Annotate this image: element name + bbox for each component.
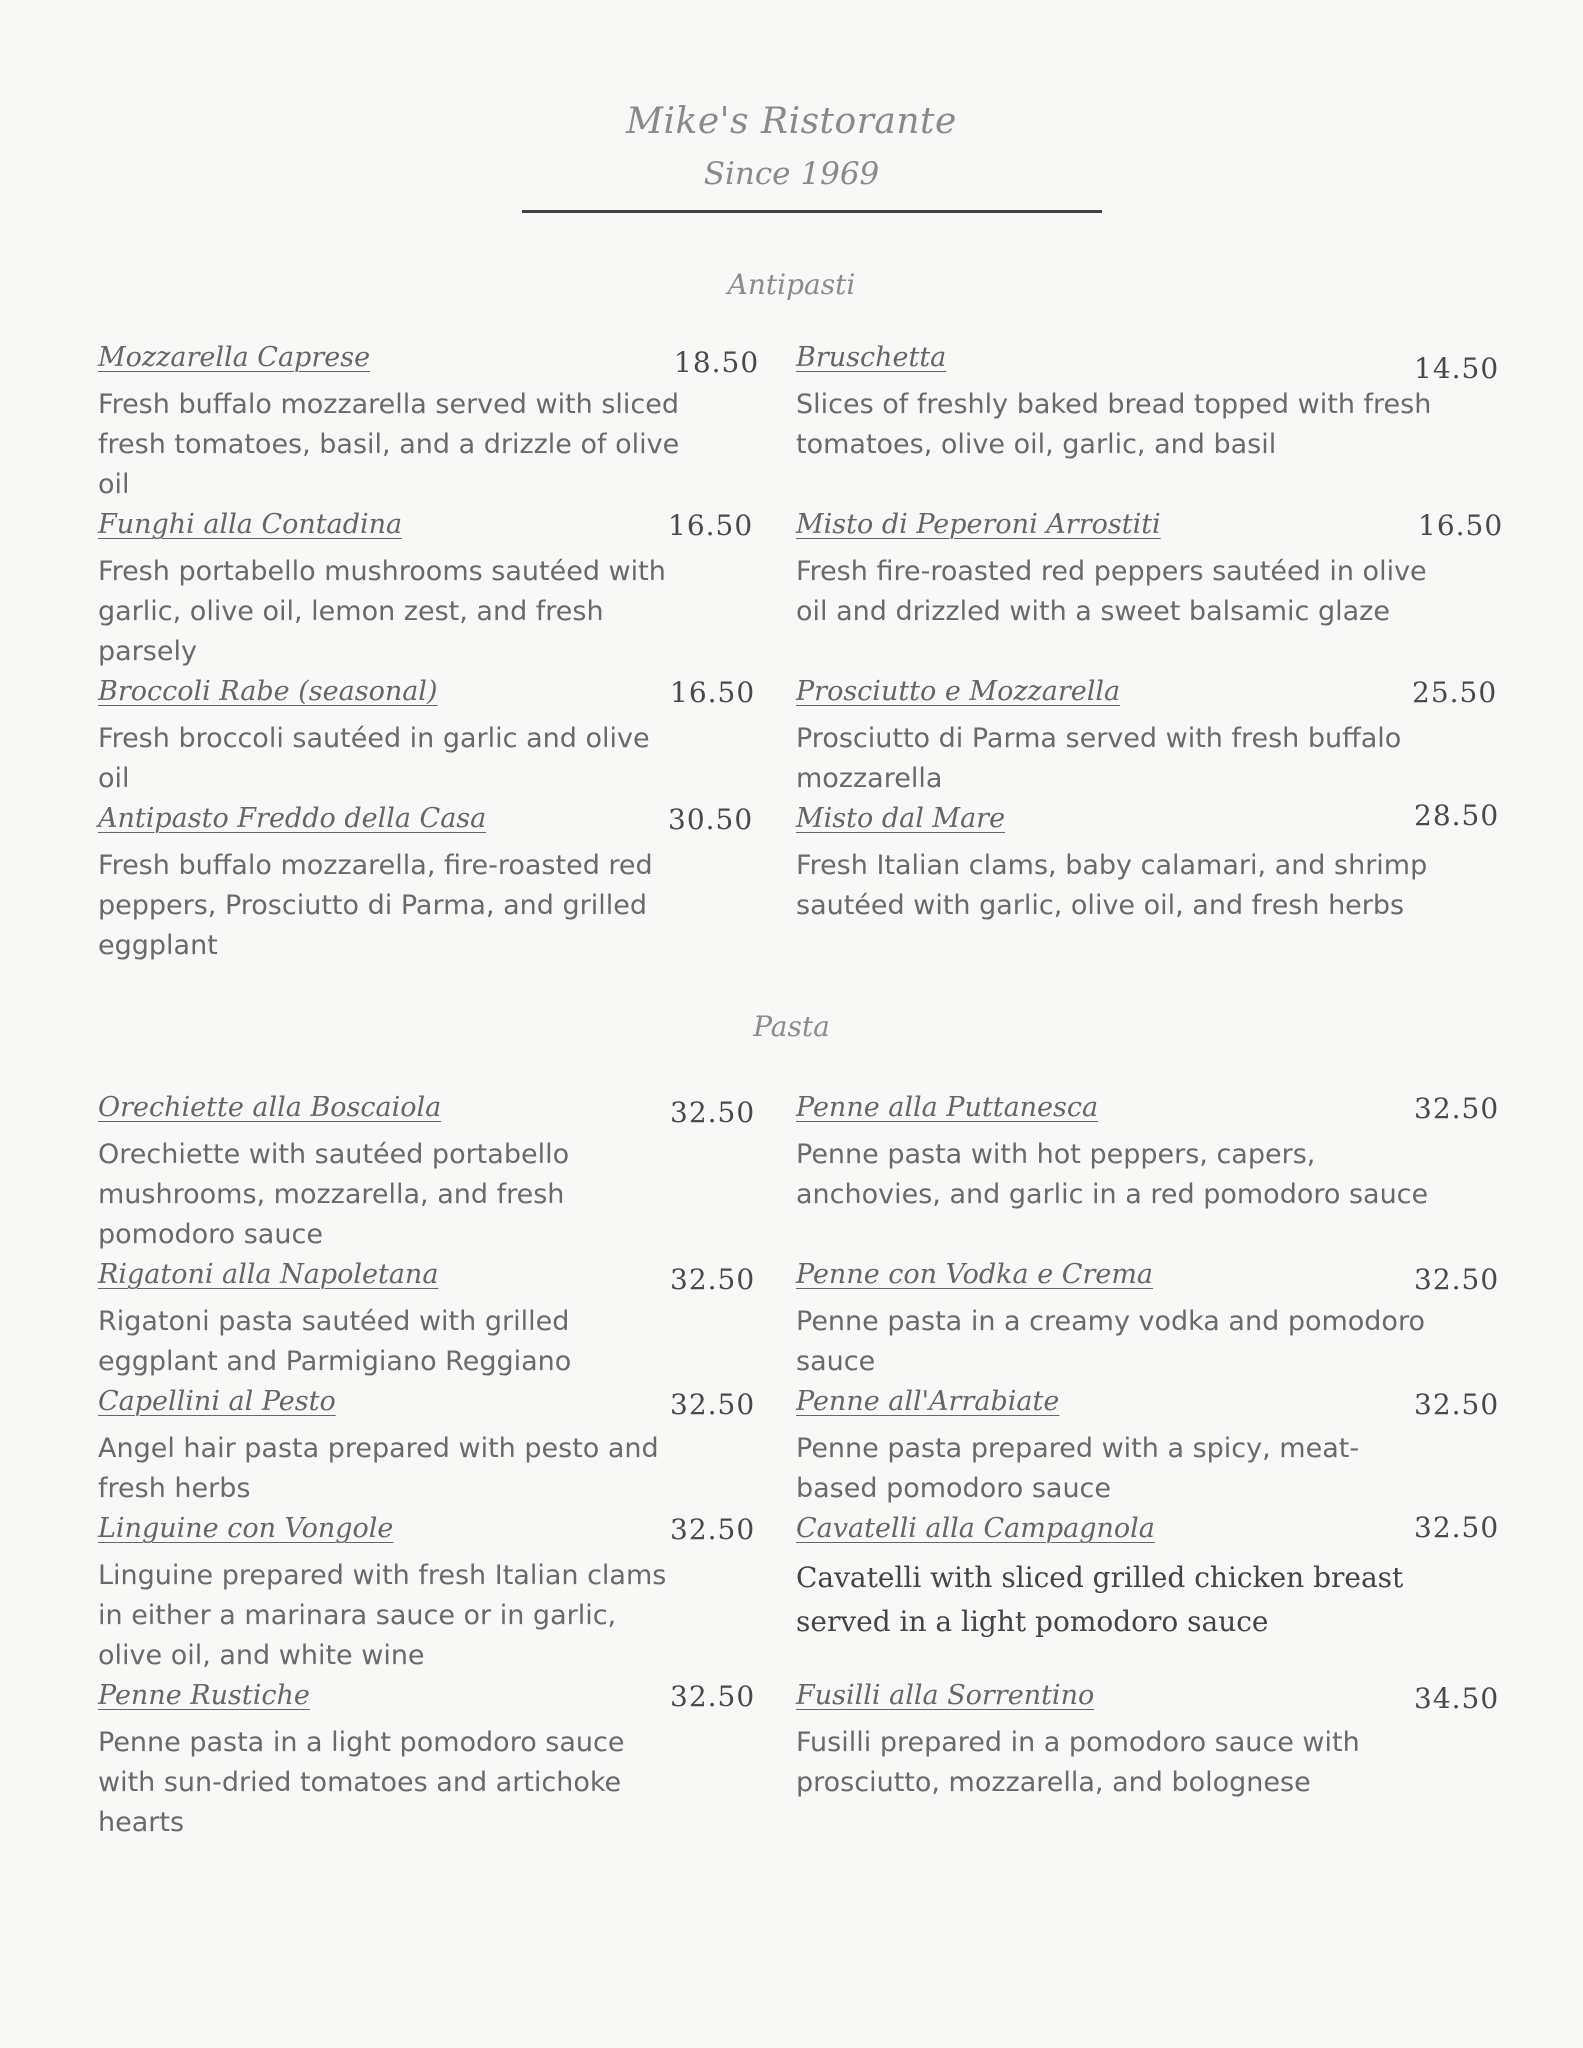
menu-item [796, 799, 1500, 926]
item-description: Rigatoni pasta sautéed with grilled eggplant and Parmigiano Reggiano [98, 1306, 572, 1377]
item-price: 32.50 [670, 1388, 756, 1421]
item-name: Orechiette alla Boscaiola [98, 1092, 442, 1123]
item-name: Bruschetta [796, 342, 947, 373]
item-description: Penne pasta with hot peppers, capers, anchovies, and garlic in a red pomodoro sauce [796, 1139, 1429, 1210]
item-price: 32.50 [670, 1680, 756, 1713]
item-price: 32.50 [1414, 1092, 1500, 1125]
item-price: 18.50 [674, 346, 760, 379]
item-price: 32.50 [670, 1263, 756, 1296]
item-price: 16.50 [670, 676, 756, 709]
item-description: Orechiette with sautéed portabello mushrooms, mozzarella, and fresh pomodoro sauce [98, 1139, 570, 1250]
item-price: 28.50 [1414, 799, 1500, 832]
restaurant-name: Mike's Ristorante [626, 101, 957, 142]
menu-item [796, 509, 1504, 632]
menu-item [796, 676, 1496, 799]
item-description: Slices of freshly baked bread topped with fresh tomatoes, olive oil, garlic, and basil [796, 389, 1432, 460]
menu-header [0, 96, 1583, 200]
menu-item [796, 1092, 1500, 1215]
item-description: Angel hair pasta prepared with pesto and fresh herbs [98, 1433, 659, 1504]
since-year: Since 1969 [703, 156, 880, 192]
item-description: Fresh buffalo mozzarella served with sliced fresh tomatoes, basil, and a drizzle of olive oil [98, 389, 680, 500]
item-name: Mozzarella Caprese [98, 342, 371, 373]
menu-item [98, 676, 756, 799]
item-name: Cavatelli alla Campagnola [796, 1513, 1155, 1544]
item-description: Fresh portabello mushrooms sautéed with garlic, olive oil, lemon zest, and fresh parsely [98, 556, 666, 667]
item-description: Fresh broccoli sautéed in garlic and olive oil [98, 723, 650, 794]
item-description: Penne pasta prepared with a spicy, meat-based pomodoro sauce [796, 1433, 1360, 1504]
item-description: Fresh fire-roasted red peppers sautéed in olive oil and drizzled with a sweet balsamic glaze [796, 556, 1427, 627]
item-description: Cavatelli with sliced grilled chicken breast served in a light pomodoro sauce [796, 1561, 1404, 1638]
item-price: 32.50 [1414, 1263, 1500, 1296]
item-name: Penne all'Arrabiate [796, 1386, 1060, 1417]
item-description: Fresh buffalo mozzarella, fire-roasted red peppers, Prosciutto di Parma, and grilled eggplant [98, 850, 653, 961]
menu-item [796, 342, 1500, 465]
item-name: Misto dal Mare [796, 803, 1006, 834]
item-name: Prosciutto e Mozzarella [796, 676, 1121, 707]
item-price: 16.50 [1418, 509, 1504, 542]
item-price: 30.50 [668, 803, 754, 836]
menu-item [98, 1259, 756, 1382]
menu-item [98, 803, 754, 966]
item-name: Penne alla Puttanesca [796, 1092, 1099, 1123]
item-price: 32.50 [670, 1513, 756, 1546]
menu-item [98, 1513, 756, 1676]
item-name: Linguine con Vongole [98, 1513, 394, 1544]
item-name: Rigatoni alla Napoletana [98, 1259, 439, 1290]
item-price: 32.50 [670, 1096, 756, 1129]
item-description: Prosciutto di Parma served with fresh buffalo mozzarella [796, 723, 1402, 794]
item-name: Antipasto Freddo della Casa [98, 803, 487, 834]
menu-item [796, 1511, 1500, 1644]
item-name: Penne Rustiche [98, 1680, 310, 1711]
item-name: Funghi alla Contadina [98, 509, 403, 540]
item-description: Penne pasta in a creamy vodka and pomodoro sauce [796, 1306, 1425, 1377]
item-description: Penne pasta in a light pomodoro sauce with sun-dried tomatoes and artichoke hearts [98, 1727, 625, 1838]
menu-item [796, 1386, 1500, 1509]
item-description: Fusilli prepared in a pomodoro sauce with prosciutto, mozzarella, and bolognese [796, 1727, 1360, 1798]
menu-item [98, 1680, 756, 1843]
item-price: 34.50 [1414, 1682, 1500, 1715]
menu-item [98, 509, 754, 672]
item-name: Broccoli Rabe (seasonal) [98, 676, 438, 707]
item-name: Capellini al Pesto [98, 1386, 336, 1417]
item-price: 16.50 [668, 509, 754, 542]
item-description: Linguine prepared with fresh Italian clams in either a marinara sauce or in garlic, olive oil, and white wine [98, 1560, 667, 1671]
item-name: Misto di Peperoni Arrostiti [796, 509, 1161, 540]
menu-item [98, 342, 760, 505]
item-name: Penne con Vodka e Crema [796, 1259, 1154, 1290]
item-description: Fresh Italian clams, baby calamari, and shrimp sautéed with garlic, olive oil, and fresh herbs [796, 850, 1428, 921]
section-title-pasta: Pasta [753, 1010, 830, 1043]
menu-item [796, 1680, 1500, 1803]
menu-item [98, 1386, 756, 1509]
item-price: 25.50 [1412, 676, 1498, 709]
item-price: 32.50 [1414, 1388, 1500, 1421]
item-price: 14.50 [1414, 352, 1500, 385]
item-name: Fusilli alla Sorrentino [796, 1680, 1095, 1711]
header-divider [522, 210, 1102, 213]
section-title-antipasti: Antipasti [727, 268, 856, 301]
menu-item [98, 1092, 756, 1255]
item-price: 32.50 [1414, 1511, 1500, 1544]
menu-item [796, 1259, 1500, 1382]
